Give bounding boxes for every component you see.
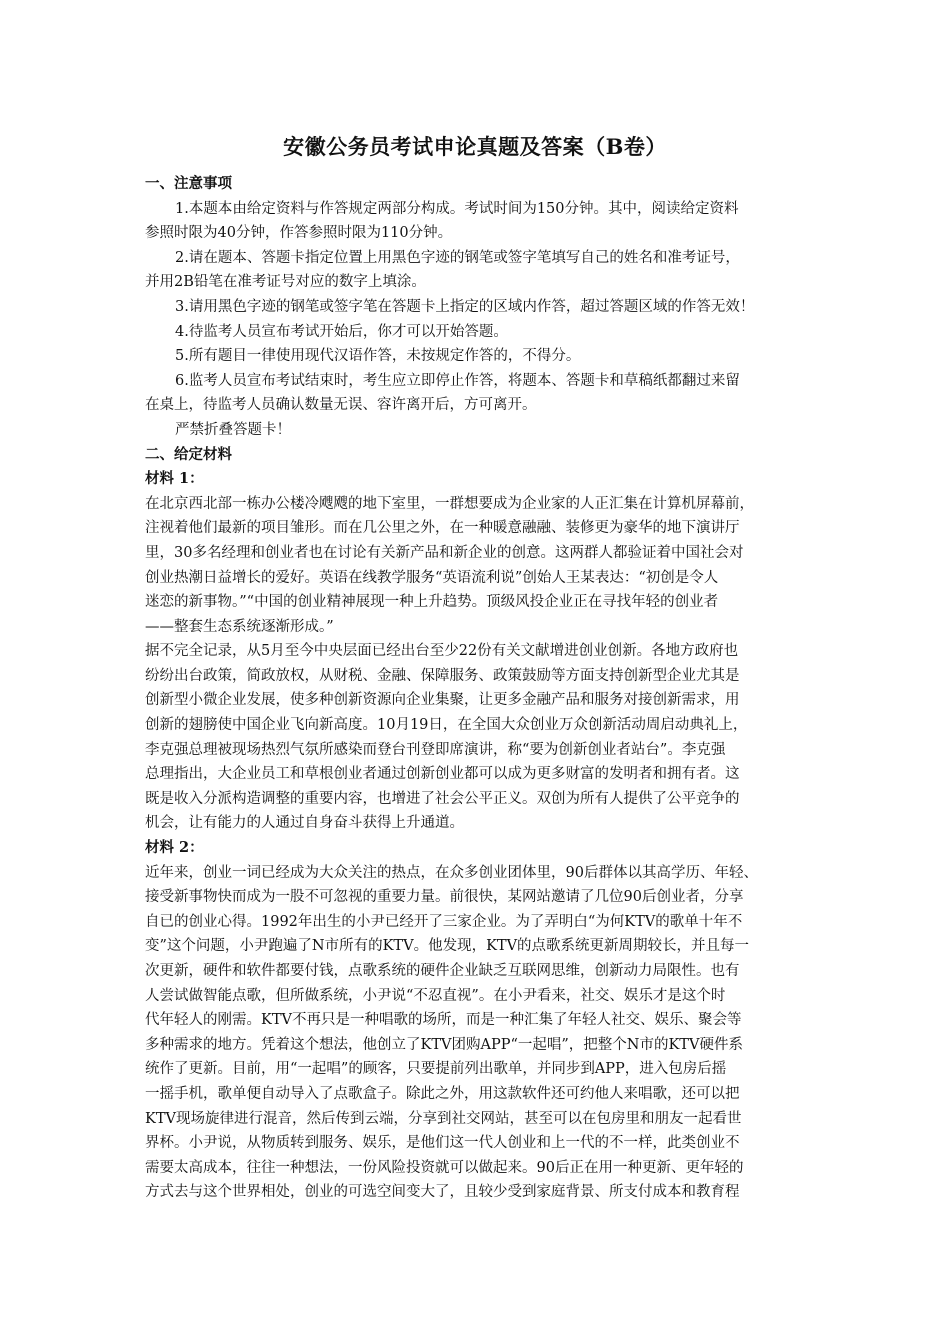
notice-line: 3.请用黑色字迹的钢笔或签字笔在答题卡上指定的区域内作答，超过答题区域的作答无效！	[175, 298, 755, 315]
paragraph-line: 注视着他们最新的项目雏形。而在几公里之外，在一种暖意融融、装修更为豪华的地下演讲厅	[145, 520, 740, 537]
section-heading: 一、注意事项	[145, 175, 232, 192]
paragraph-line: 迷恋的新事物。”“中国的创业精神展现一种上升趋势。顶级风投企业正在寻找年轻的创业者	[145, 594, 719, 611]
paragraph-line: 在北京西北部一栋办公楼冷飕飕的地下室里，一群想要成为企业家的人正汇集在计算机屏幕前，	[145, 495, 754, 512]
notice-line: 1.本题本由给定资料与作答规定两部分构成。考试时间为150分钟。其中，阅读给定资料	[175, 200, 739, 217]
notice-line: 6.监考人员宣布考试结束时，考生应立即停止作答，将题本、答题卡和草稿纸都翻过来留	[175, 372, 740, 389]
notice-line: 严禁折叠答题卡！	[175, 421, 291, 438]
paragraph-line: 统作了更新。目前，用“一起唱”的顾客，只要提前列出歌单，并同步到APP，进入包房后摇	[145, 1061, 727, 1078]
paragraph-line: 李克强总理被现场热烈气氛所感染而登台刊登即席演讲，称“要为创新创业者站台”。李克强	[145, 741, 726, 758]
notice-line: 5.所有题目一律使用现代汉语作答，未按规定作答的，不得分。	[175, 348, 581, 365]
notice-line: 参照时限为40分钟，作答参照时限为110分钟。	[145, 225, 453, 242]
paragraph-line: 自已的创业心得。1992年出生的小尹已经开了三家企业。为了弄明白“为何KTV的歌单十年不	[145, 913, 743, 930]
paragraph-line: 机会，让有能力的人通过自身奋斗获得上升通道。	[145, 815, 464, 832]
section-heading: 二、给定材料	[145, 445, 232, 463]
paragraph-line: 一摇手机，歌单便自动导入了点歌盒子。除此之外，用这款软件还可约他人来唱歌，还可以把	[145, 1085, 740, 1102]
notice-line: 在桌上，待监考人员确认数量无误、容许离开后，方可离开。	[145, 397, 537, 414]
paragraph-line: 里，30多名经理和创业者也在讨论有关新产品和新企业的创意。这两群人都验证着中国社会对	[145, 544, 744, 561]
paragraph-line: KTV现场旋律进行混音，然后传到云端，分享到社交网站，甚至可以在包房里和朋友一起看世	[145, 1110, 742, 1127]
paragraph-line: 代年轻人的刚需。KTV不再只是一种唱歌的场所，而是一种汇集了年轻人社交、娱乐、聚会等	[145, 1012, 742, 1029]
paragraph-line: 据不完全记录，从5月至今中央层面已经出台至少22份有关文献增进创业创新。各地方政府也	[145, 643, 739, 660]
paragraph-line: 方式去与这个世界相处，创业的可选空间变大了，且较少受到家庭背景、所支付成本和教育程	[145, 1184, 740, 1201]
paragraph-line: 次更新，硬件和软件都要付钱，点歌系统的硬件企业缺乏互联网思维，创新动力局限性。也有	[145, 963, 740, 979]
paragraph-line: 纷纷出台政策，简政放权，从财税、金融、保障服务、政策鼓励等方面支持创新型企业尤其是	[145, 667, 740, 684]
document-title: 安徽公务员考试申论真题及答案（B卷）	[283, 134, 667, 159]
paragraph-line: 变”这个问题，小尹跑遍了N市所有的KTV。他发现，KTV的点歌系统更新周期较长，并且每一	[145, 938, 750, 955]
paragraph-line: 既是收入分派构造调整的重要内容，也增进了社会公平正义。双创为所有人提供了公平竞争的	[145, 790, 740, 807]
paragraph-line: 创新型小微企业发展，使多种创新资源向企业集聚，让更多金融产品和服务对接创新需求，用	[145, 692, 740, 709]
paragraph-line: 人尝试做智能点歌，但所做系统，小尹说“不忍直视”。在小尹看来，社交、娱乐才是这个时	[145, 987, 726, 1004]
paragraph-line: 总理指出，大企业员工和草根创业者通过创新创业都可以成为更多财富的发明者和拥有者。这	[145, 766, 740, 783]
paragraph-line: 多种需求的地方。凭着这个想法，他创立了KTV团购APP“一起唱”，把整个N市的KTV硬件系	[145, 1036, 743, 1053]
notice-line: 并用2B铅笔在准考证号对应的数字上填涂。	[145, 274, 426, 291]
paragraph-line: 近年来，创业一词已经成为大众关注的热点，在众多创业团体里，90后群体以其高学历、年轻、	[145, 864, 758, 881]
notice-line: 2.请在题本、答题卡指定位置上用黑色字迹的钢笔或签字笔填写自己的姓名和准考证号，	[175, 249, 740, 266]
paragraph-line: 接受新事物快而成为一股不可忽视的重要力量。前很快，某网站邀请了几位90后创业者，分享	[145, 889, 744, 906]
paragraph-line: 需要太高成本，往往一种想法，一份风险投资就可以做起来。90后正在用一种更新、更年轻的	[145, 1159, 744, 1176]
document-body	[145, 172, 810, 1205]
paragraph-line: 创业热潮日益增长的爱好。英语在线教学服务“英语流利说”创始人王某表达：“初创是令人	[145, 569, 719, 586]
material-label: 材料 1：	[145, 470, 204, 488]
paragraph-line: 界杯。小尹说，从物质转到服务、娱乐，是他们这一代人创业和上一代的不一样，此类创业不	[145, 1135, 740, 1152]
notice-line: 4.待监考人员宣布考试开始后，你才可以开始答题。	[175, 323, 508, 340]
paragraph-line: ——整套生态系统逐渐形成。”	[145, 618, 334, 635]
paragraph-line: 创新的翅膀使中国企业飞向新高度。10月19日，在全国大众创业万众创新活动周启动典礼上，	[145, 717, 748, 734]
material-label: 材料 2：	[145, 839, 204, 857]
